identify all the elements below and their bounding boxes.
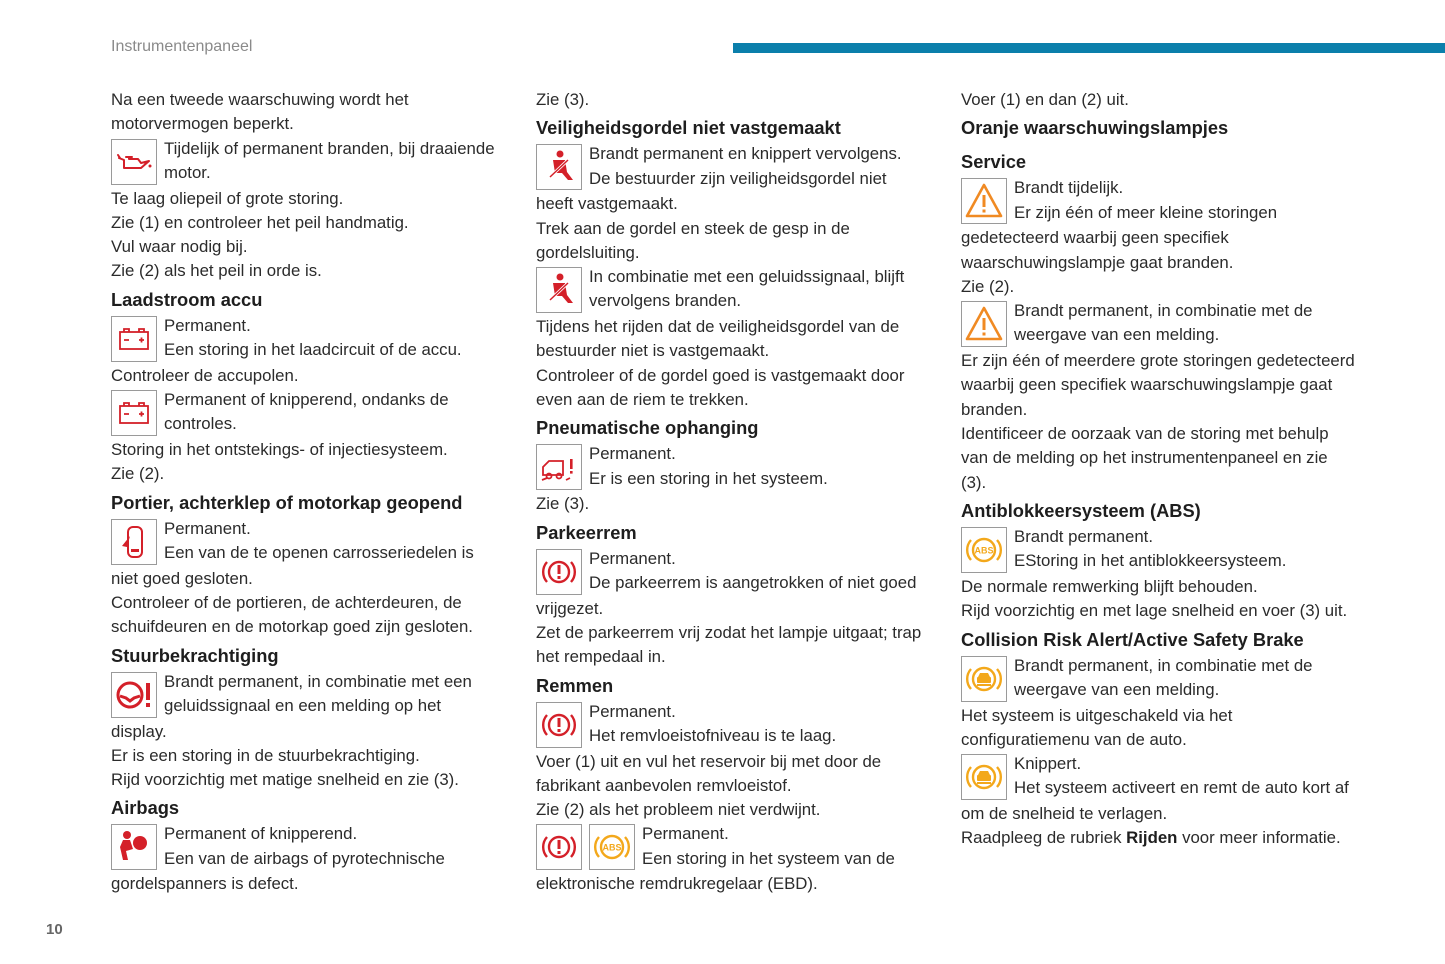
warning-description: motor. — [164, 162, 211, 182]
brake-warning-icon — [536, 549, 582, 595]
final-note-pre: Raadpleeg de rubriek — [961, 828, 1127, 848]
warning-description: Brandt permanent. — [1014, 526, 1153, 546]
warning-description: Brandt permanent, in combinatie met een — [164, 671, 472, 691]
text-line: schuifdeuren en de motorkap goed zijn gesloten. — [111, 617, 473, 637]
section-heading: Veiligheidsgordel niet vastgemaakt — [536, 117, 841, 139]
warning-description: Brandt tijdelijk. — [1014, 178, 1124, 198]
battery-icon — [111, 390, 157, 436]
text-line: Er zijn één of meerdere grote storingen gedetecteerd — [961, 351, 1355, 371]
warning-description: Permanent. — [642, 824, 729, 844]
door-open-icon — [111, 519, 157, 565]
text-line: heeft vastgemaakt. — [536, 194, 678, 214]
warning-description: De bestuurder zijn veiligheidsgordel niet — [589, 168, 887, 188]
text-line: Te laag oliepeil of grote storing. — [111, 188, 344, 208]
warning-description: weergave van een melding. — [1014, 325, 1220, 345]
section-heading: Laadstroom accu — [111, 288, 263, 310]
column-1 — [111, 88, 513, 897]
text-line: Rijd voorzichtig met matige snelheid en zie (3). — [111, 770, 459, 790]
warning-description: Er is een storing in het systeem. — [589, 468, 828, 488]
text-line: om de snelheid te verlagen. — [961, 804, 1168, 824]
warning-description: Permanent. — [589, 548, 676, 568]
text-line: Zie (2). — [111, 464, 165, 484]
text-line: Zie (3). — [536, 90, 590, 109]
warning-description: Permanent. — [589, 701, 676, 721]
text-line: het rempedaal in. — [536, 647, 666, 667]
battery-icon — [111, 316, 157, 362]
service-warning-triangle-icon — [961, 178, 1007, 224]
warning-description: geluidssignaal en een melding op het — [164, 695, 442, 715]
text-line: gedetecteerd waarbij geen specifiek — [961, 228, 1229, 248]
text-line: even aan de riem te trekken. — [536, 390, 749, 410]
warning-description: Brandt permanent, in combinatie met de — [1014, 301, 1313, 321]
warning-description: Een storing in het systeem van de — [642, 848, 895, 868]
service-warning-triangle-icon — [961, 301, 1007, 347]
warning-description: Brandt permanent, in combinatie met de — [1014, 655, 1313, 675]
text-line: Rijd voorzichtig en met lage snelheid en voer (3) uit. — [961, 601, 1348, 621]
airbag-icon — [111, 824, 157, 870]
section-heading: Remmen — [536, 674, 614, 696]
warning-description: Permanent. — [164, 315, 251, 335]
text-line: Zie (2). — [961, 276, 1015, 296]
warning-description: Het systeem activeert en remt de auto kort af — [1014, 778, 1349, 798]
text-line: Zet de parkeerrem vrij zodat het lampje uitgaat; trap — [536, 622, 922, 642]
abs-icon-label: ABS — [602, 842, 622, 853]
text-line: Er is een storing in de stuurbekrachtiging. — [111, 745, 420, 765]
seatbelt-icon — [536, 267, 582, 313]
seatbelt-icon — [536, 144, 582, 190]
text-line: Tijdens het rijden dat de veiligheidsgordel van de — [536, 317, 900, 337]
section-heading: Service — [961, 151, 1027, 173]
text-line: Voer (1) uit en vul het reservoir bij met door de — [536, 751, 882, 771]
warning-description: Permanent of knipperend, ondanks de — [164, 390, 449, 410]
warning-description: Permanent of knipperend. — [164, 824, 358, 844]
section-heading: Stuurbekrachtiging — [111, 644, 279, 666]
warning-description: In combinatie met een geluidssignaal, blijft — [589, 267, 905, 287]
text-line: niet goed gesloten. — [111, 568, 253, 588]
warning-description: Een van de te openen carrosseriedelen is — [164, 542, 474, 562]
warning-description: Een van de airbags of pyrotechnische — [164, 848, 445, 868]
air-suspension-icon — [536, 444, 582, 490]
warning-description: vervolgens branden. — [589, 291, 742, 311]
text-line: (3). — [961, 472, 987, 492]
text-line: display. — [111, 721, 167, 741]
abs-icon-label: ABS — [974, 545, 994, 556]
header-accent-bar — [733, 43, 1445, 53]
text-line: elektronische remdrukregelaar (EBD). — [536, 874, 818, 894]
warning-description: Een storing in het laadcircuit of de accu. — [164, 340, 462, 360]
text-line: gordelsluiting. — [536, 242, 640, 262]
warning-description: De parkeerrem is aangetrokken of niet goed — [589, 572, 917, 592]
section-heading: Pneumatische ophanging — [536, 417, 759, 439]
section-heading: Airbags — [111, 797, 180, 819]
text-line: motorvermogen beperkt. — [111, 114, 294, 134]
section-heading: Parkeerrem — [536, 521, 637, 543]
text-line: Na een tweede waarschuwing wordt het — [111, 90, 409, 109]
text-line: Trek aan de gordel en steek de gesp in de — [536, 218, 850, 238]
warning-description: controles. — [164, 414, 237, 434]
text-line: Zie (3). — [536, 494, 590, 514]
text-line: Het systeem is uitgeschakeld via het — [961, 705, 1233, 725]
text-line: waarschuwingslampje gaat branden. — [961, 252, 1234, 272]
section-heading: Collision Risk Alert/Active Safety Brake — [961, 628, 1304, 650]
abs-icon — [961, 527, 1007, 573]
final-note — [961, 826, 1371, 850]
text-line: Controleer de accupolen. — [111, 365, 299, 385]
abs-icon — [589, 824, 635, 870]
text-line: vrijgezet. — [536, 598, 604, 618]
collision-alert-icon — [961, 656, 1007, 702]
warning-description: Permanent. — [164, 518, 251, 538]
text-line: waarbij geen specifiek waarschuwingslampje gaat — [961, 375, 1333, 395]
text-line: Vul waar nodig bij. — [111, 237, 248, 257]
column-2 — [536, 88, 934, 897]
brake-warning-icon — [536, 702, 582, 748]
page-number: 10 — [46, 921, 63, 938]
warning-description: EStoring in het antiblokkeersysteem. — [1014, 551, 1287, 571]
warning-description: weergave van een melding. — [1014, 679, 1220, 699]
oil-can-icon — [111, 139, 157, 185]
collision-alert-icon — [961, 754, 1007, 800]
text-line: Voer (1) en dan (2) uit. — [961, 90, 1129, 109]
brake-warning-icon — [536, 824, 582, 870]
text-line: Controleer of de portieren, de achterdeuren, de — [111, 592, 462, 612]
warning-description: Tijdelijk of permanent branden, bij draaiende — [164, 138, 495, 158]
section-heading: Oranje waarschuwingslampjes — [961, 117, 1229, 139]
text-line: van de melding op het instrumentenpaneel en zie — [961, 448, 1328, 468]
text-line: Zie (1) en controleer het peil handmatig. — [111, 212, 409, 232]
warning-description: Het remvloeistofniveau is te laag. — [589, 725, 837, 745]
text-line: bestuurder niet is vastgemaakt. — [536, 341, 770, 361]
warning-description: Permanent. — [589, 444, 676, 464]
text-line: Storing in het ontstekings- of injectiesysteem. — [111, 440, 448, 460]
text-line: fabrikant aanbevolen remvloeistof. — [536, 775, 792, 795]
driving-chapter-reference: Rijden — [1126, 828, 1178, 848]
warning-description: Brandt permanent en knippert vervolgens. — [589, 144, 902, 164]
text-line: Identificeer de oorzaak van de storing met behulp — [961, 424, 1329, 444]
text-line: Controleer of de gordel goed is vastgemaakt door — [536, 365, 905, 385]
column-3 — [961, 88, 1371, 851]
text-line: configuratiemenu van de auto. — [961, 729, 1187, 749]
warning-description: Er zijn één of meer kleine storingen — [1014, 202, 1278, 222]
section-heading: Antiblokkeersysteem (ABS) — [961, 499, 1201, 521]
text-line: Zie (2) als het peil in orde is. — [111, 261, 322, 281]
text-line: gordelspanners is defect. — [111, 874, 299, 894]
warning-description: Knippert. — [1014, 754, 1082, 774]
text-line: De normale remwerking blijft behouden. — [961, 576, 1258, 596]
steering-wheel-warning-icon — [111, 672, 157, 718]
section-heading: Portier, achterklep of motorkap geopend — [111, 491, 463, 513]
final-note-post: voor meer informatie. — [1177, 828, 1341, 848]
text-line: Zie (2) als het probleem niet verdwijnt. — [536, 800, 821, 820]
text-line: branden. — [961, 399, 1028, 419]
section-title: Instrumentenpaneel — [111, 38, 253, 55]
